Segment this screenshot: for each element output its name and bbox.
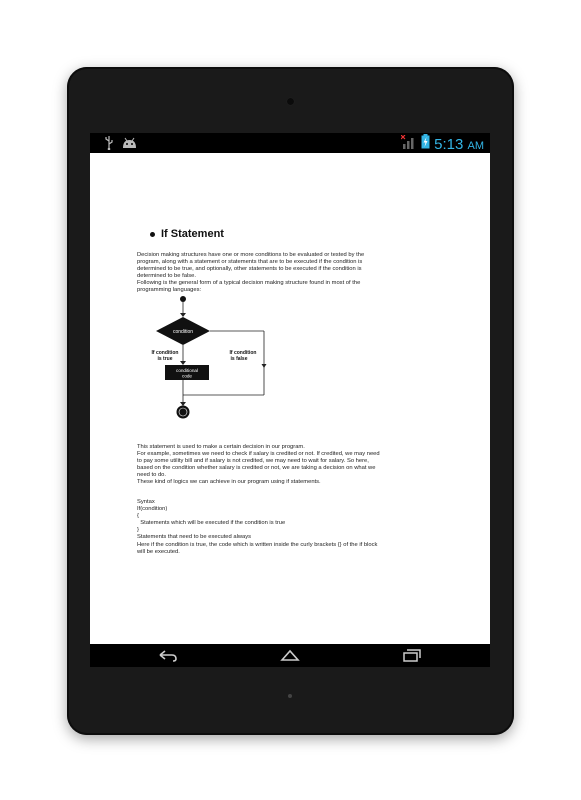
flowchart-diagram (137, 296, 287, 436)
body-line: This statement is used to make a certain decision in our program. (137, 444, 305, 450)
heading-text: If Statement (161, 228, 224, 240)
document-page[interactable] (90, 153, 490, 644)
intro-line: determined to be false. (137, 273, 196, 280)
intro-line: programming languages: (137, 287, 202, 294)
false-branch-label: If condition (229, 350, 257, 356)
syntax-line: Statements which will be executed if the condition is true (137, 520, 286, 527)
syntax-block (137, 499, 427, 556)
body-paragraph (137, 444, 427, 487)
signal-icon (401, 135, 417, 154)
true-branch-label: If condition (151, 350, 179, 356)
body-line: need to do. (137, 472, 167, 479)
status-clock (434, 136, 484, 153)
decision-label: condition (172, 329, 194, 335)
intro-line: determined to be true, and optionally, other statements to be executed if the condition is (137, 266, 362, 273)
true-branch-label: is true (157, 356, 173, 362)
status-bar (90, 133, 490, 153)
section-heading (150, 228, 224, 240)
intro-paragraph (137, 252, 427, 295)
start-node (180, 296, 186, 302)
intro-line: Following is the general form of a typical decision making structure found in most of the (137, 280, 361, 287)
syntax-line: } (137, 527, 139, 534)
body-line: based on the condition whether salary is credited or not, we are taking a decision on what we (137, 465, 376, 472)
syntax-line: { (137, 513, 139, 520)
front-camera (287, 98, 294, 105)
false-branch-label: is false (230, 356, 248, 362)
microphone-hole (288, 694, 292, 698)
process-label: code (182, 373, 192, 379)
syntax-line: will be executed. (137, 548, 180, 555)
intro-line: program, along with a statement or statements that are to be executed if the condition is (137, 259, 363, 266)
bullet-icon (150, 232, 155, 237)
body-line: These kind of logics we can achieve in our program using if statements. (137, 479, 321, 486)
syntax-line: Here if the condition is true, the code which is written inside the curly brackets {} of the if block (137, 541, 378, 548)
body-line: to pay some utility bill and if salary is not credited, we may need to wait for salary. So here, (137, 458, 369, 465)
syntax-line: Statements that need to be executed always (137, 534, 252, 541)
clock-ampm: AM (467, 139, 484, 152)
device-screen (90, 133, 490, 667)
process-label: conditional (176, 368, 198, 373)
intro-line: Decision making structures have one or more conditions to be evaluated or tested by the (137, 252, 365, 258)
syntax-line: Syntax (137, 499, 155, 505)
body-line: For example, sometimes we need to check if salary is credited or not. If credited, we may need (137, 451, 380, 458)
battery-charging-icon (421, 134, 430, 154)
navigation-bar (90, 644, 490, 667)
home-icon[interactable] (278, 647, 302, 664)
back-icon[interactable] (156, 647, 180, 664)
syntax-line: If(condition) (137, 506, 168, 513)
recent-apps-icon[interactable] (400, 647, 424, 664)
clock-time: 5:13 (434, 135, 464, 153)
